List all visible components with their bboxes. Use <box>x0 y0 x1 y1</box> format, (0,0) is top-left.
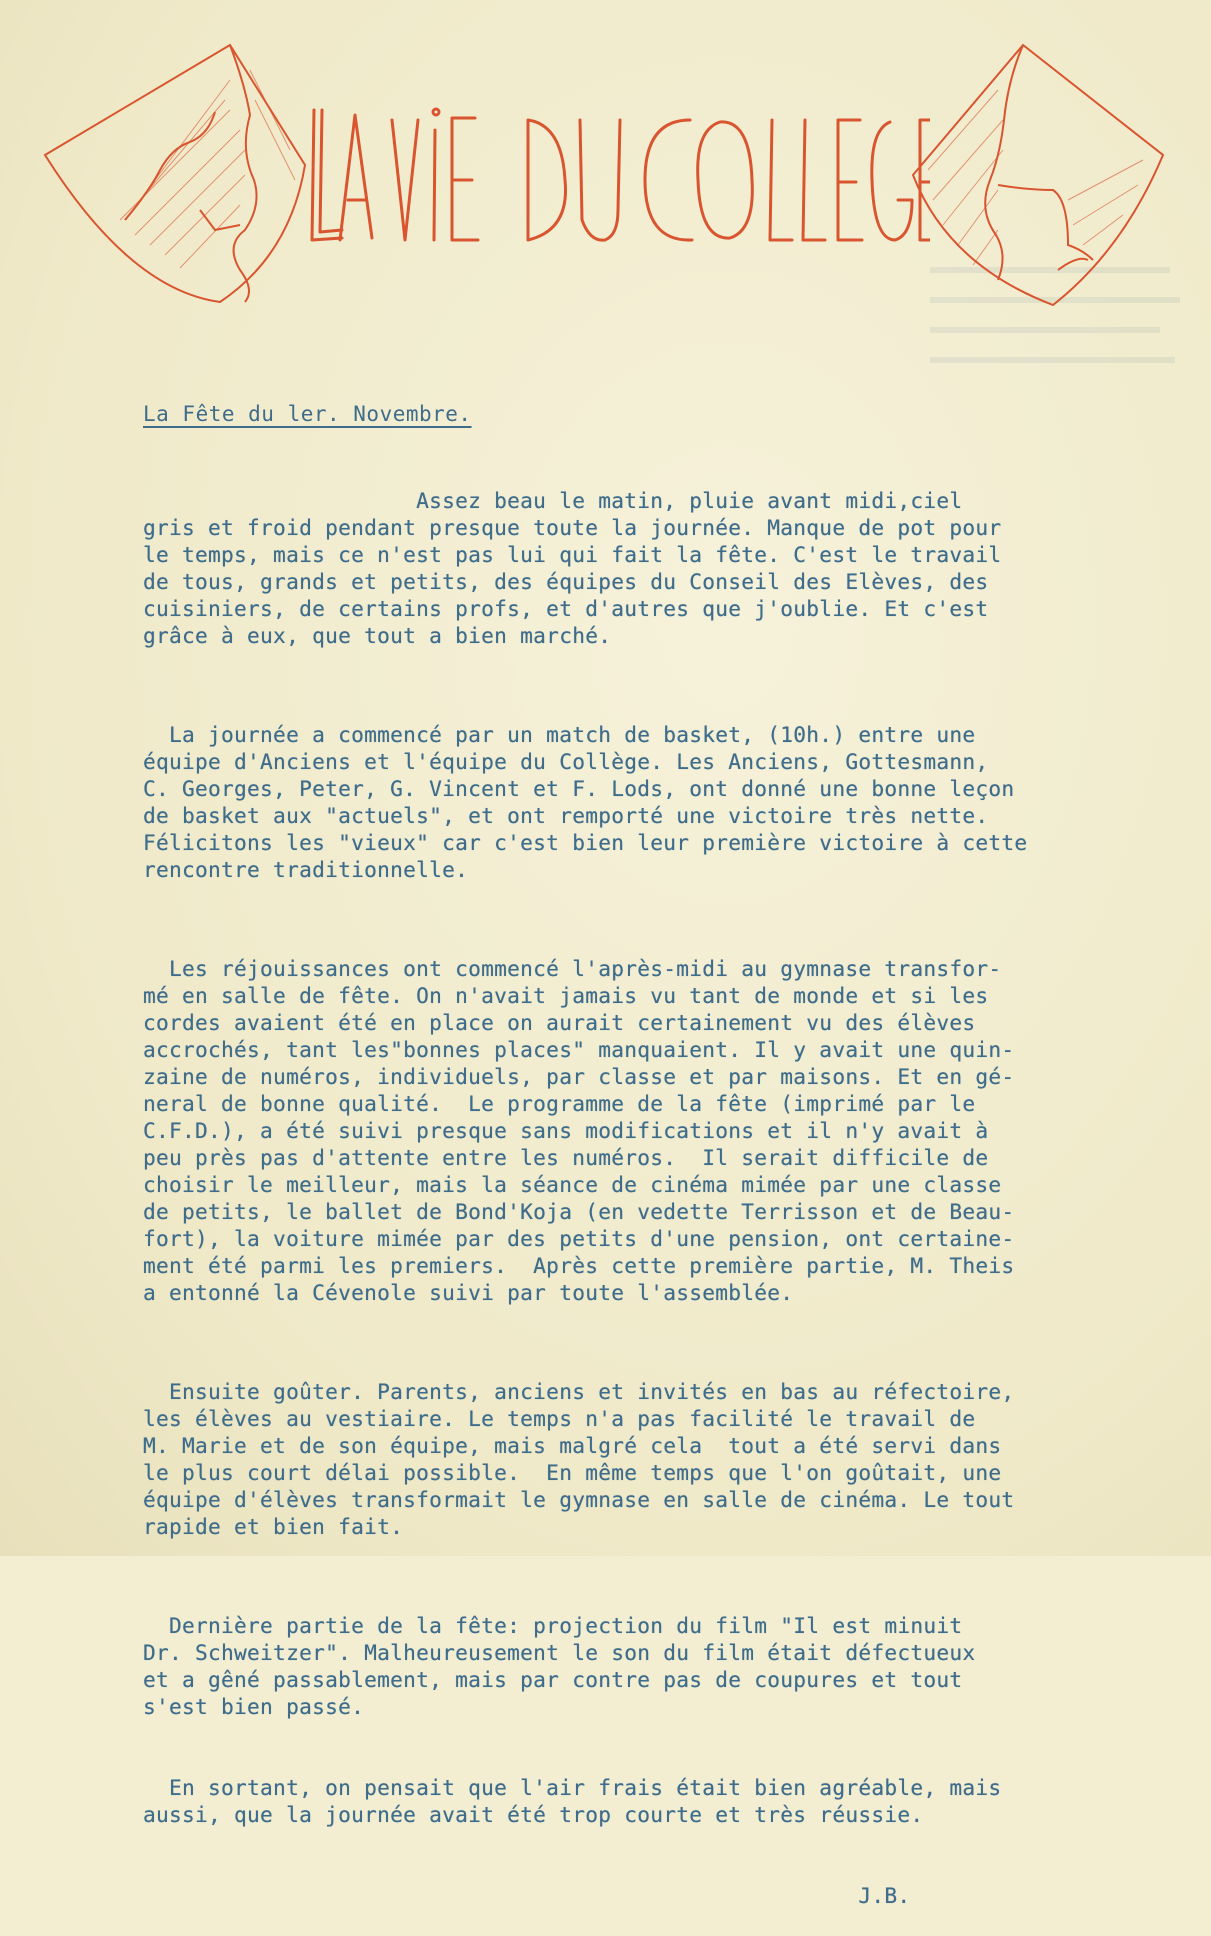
crest-shield-icon <box>40 40 310 310</box>
paragraph: Dernière partie de la fête: projection du film "Il est minuit Dr. Schweitzer". Malheureusement le son du film était défectueux et a gêné passablement, mais par contre pas de coupures et tout s'est bien passé. <box>143 1613 976 1719</box>
article-body <box>143 433 1193 1936</box>
paragraph: Les réjouissances ont commencé l'après-midi au gymnase transfor- mé en salle de fête. On n'avait jamais vu tant de monde et si les cordes avaient été en place on aurait certainement vu des élèves accrochés, tant les"bonnes places" manquaient. Il y avait une quin- zaine de numéros, individuels, par classe et par maisons. Et en gé- neral de bonne qualité. Le programme de la fête (imprimé par le C.F.D.), a été suivi presque sans modifications et il n'y avait à peu près pas d'attente entre les numéros. Il serait difficile de choisir le meilleur, mais la séance de cinéma mimée par une classe de petits, le ballet de Bond'Koja (en vedette Terrisson et de Beau- fort), la voiture mimée par des petits d'une pension, ont certaine- ment été parmi les premiers. Après cette première partie, M. Theis a entonné la Cévenole suivi par toute l'assemblée. <box>143 956 1015 1305</box>
paragraph: Assez beau le matin, pluie avant midi,ciel gris et froid pendant presque toute la journée. Manque de pot pour le temps, mais ce n'est pas lui qui fait la fête. C'est le travail de tous, grands et petits, des équipes du Conseil des Elèves, des cuisiniers, de certains profs, et d'autres que j'oublie. Et c'est grâce à eux, que tout a bien marché. <box>143 488 1002 648</box>
paragraph: Ensuite goûter. Parents, anciens et invités en bas au réfectoire, les élèves au vestiaire. Le temps n'a pas facilité le travail de M. Marie et de son équipe, mais malgré cela tout a été servi dans le plus court délai possible. En même temps que l'on goûtait, une équipe d'élèves transformait le gymnase en salle de cinéma. Le tout rapide et bien fait. <box>143 1379 1015 1539</box>
signature: J.B. <box>143 1883 911 1908</box>
paragraph: En sortant, on pensait que l'air frais était bien agréable, mais aussi, que la journée avait été trop courte et très réussie. <box>143 1775 1002 1827</box>
crest-shield-icon <box>908 40 1168 310</box>
article-heading: La Fête du ler. Novembre. <box>143 402 472 426</box>
paragraph: La journée a commencé par un match de basket, (10h.) entre une équipe d'Anciens et l'équipe du Collège. Les Anciens, Gottesmann, C. Georges, Peter, G. Vincent et F. Lods, ont donné une bonne leçon de basket aux "actuels", et ont remporté une victoire très nette. Félicitons les "vieux" car c'est bien leur première victoire à cette rencontre traditionnelle. <box>143 722 1028 882</box>
title-lettering <box>300 90 930 270</box>
masthead <box>0 0 1211 330</box>
